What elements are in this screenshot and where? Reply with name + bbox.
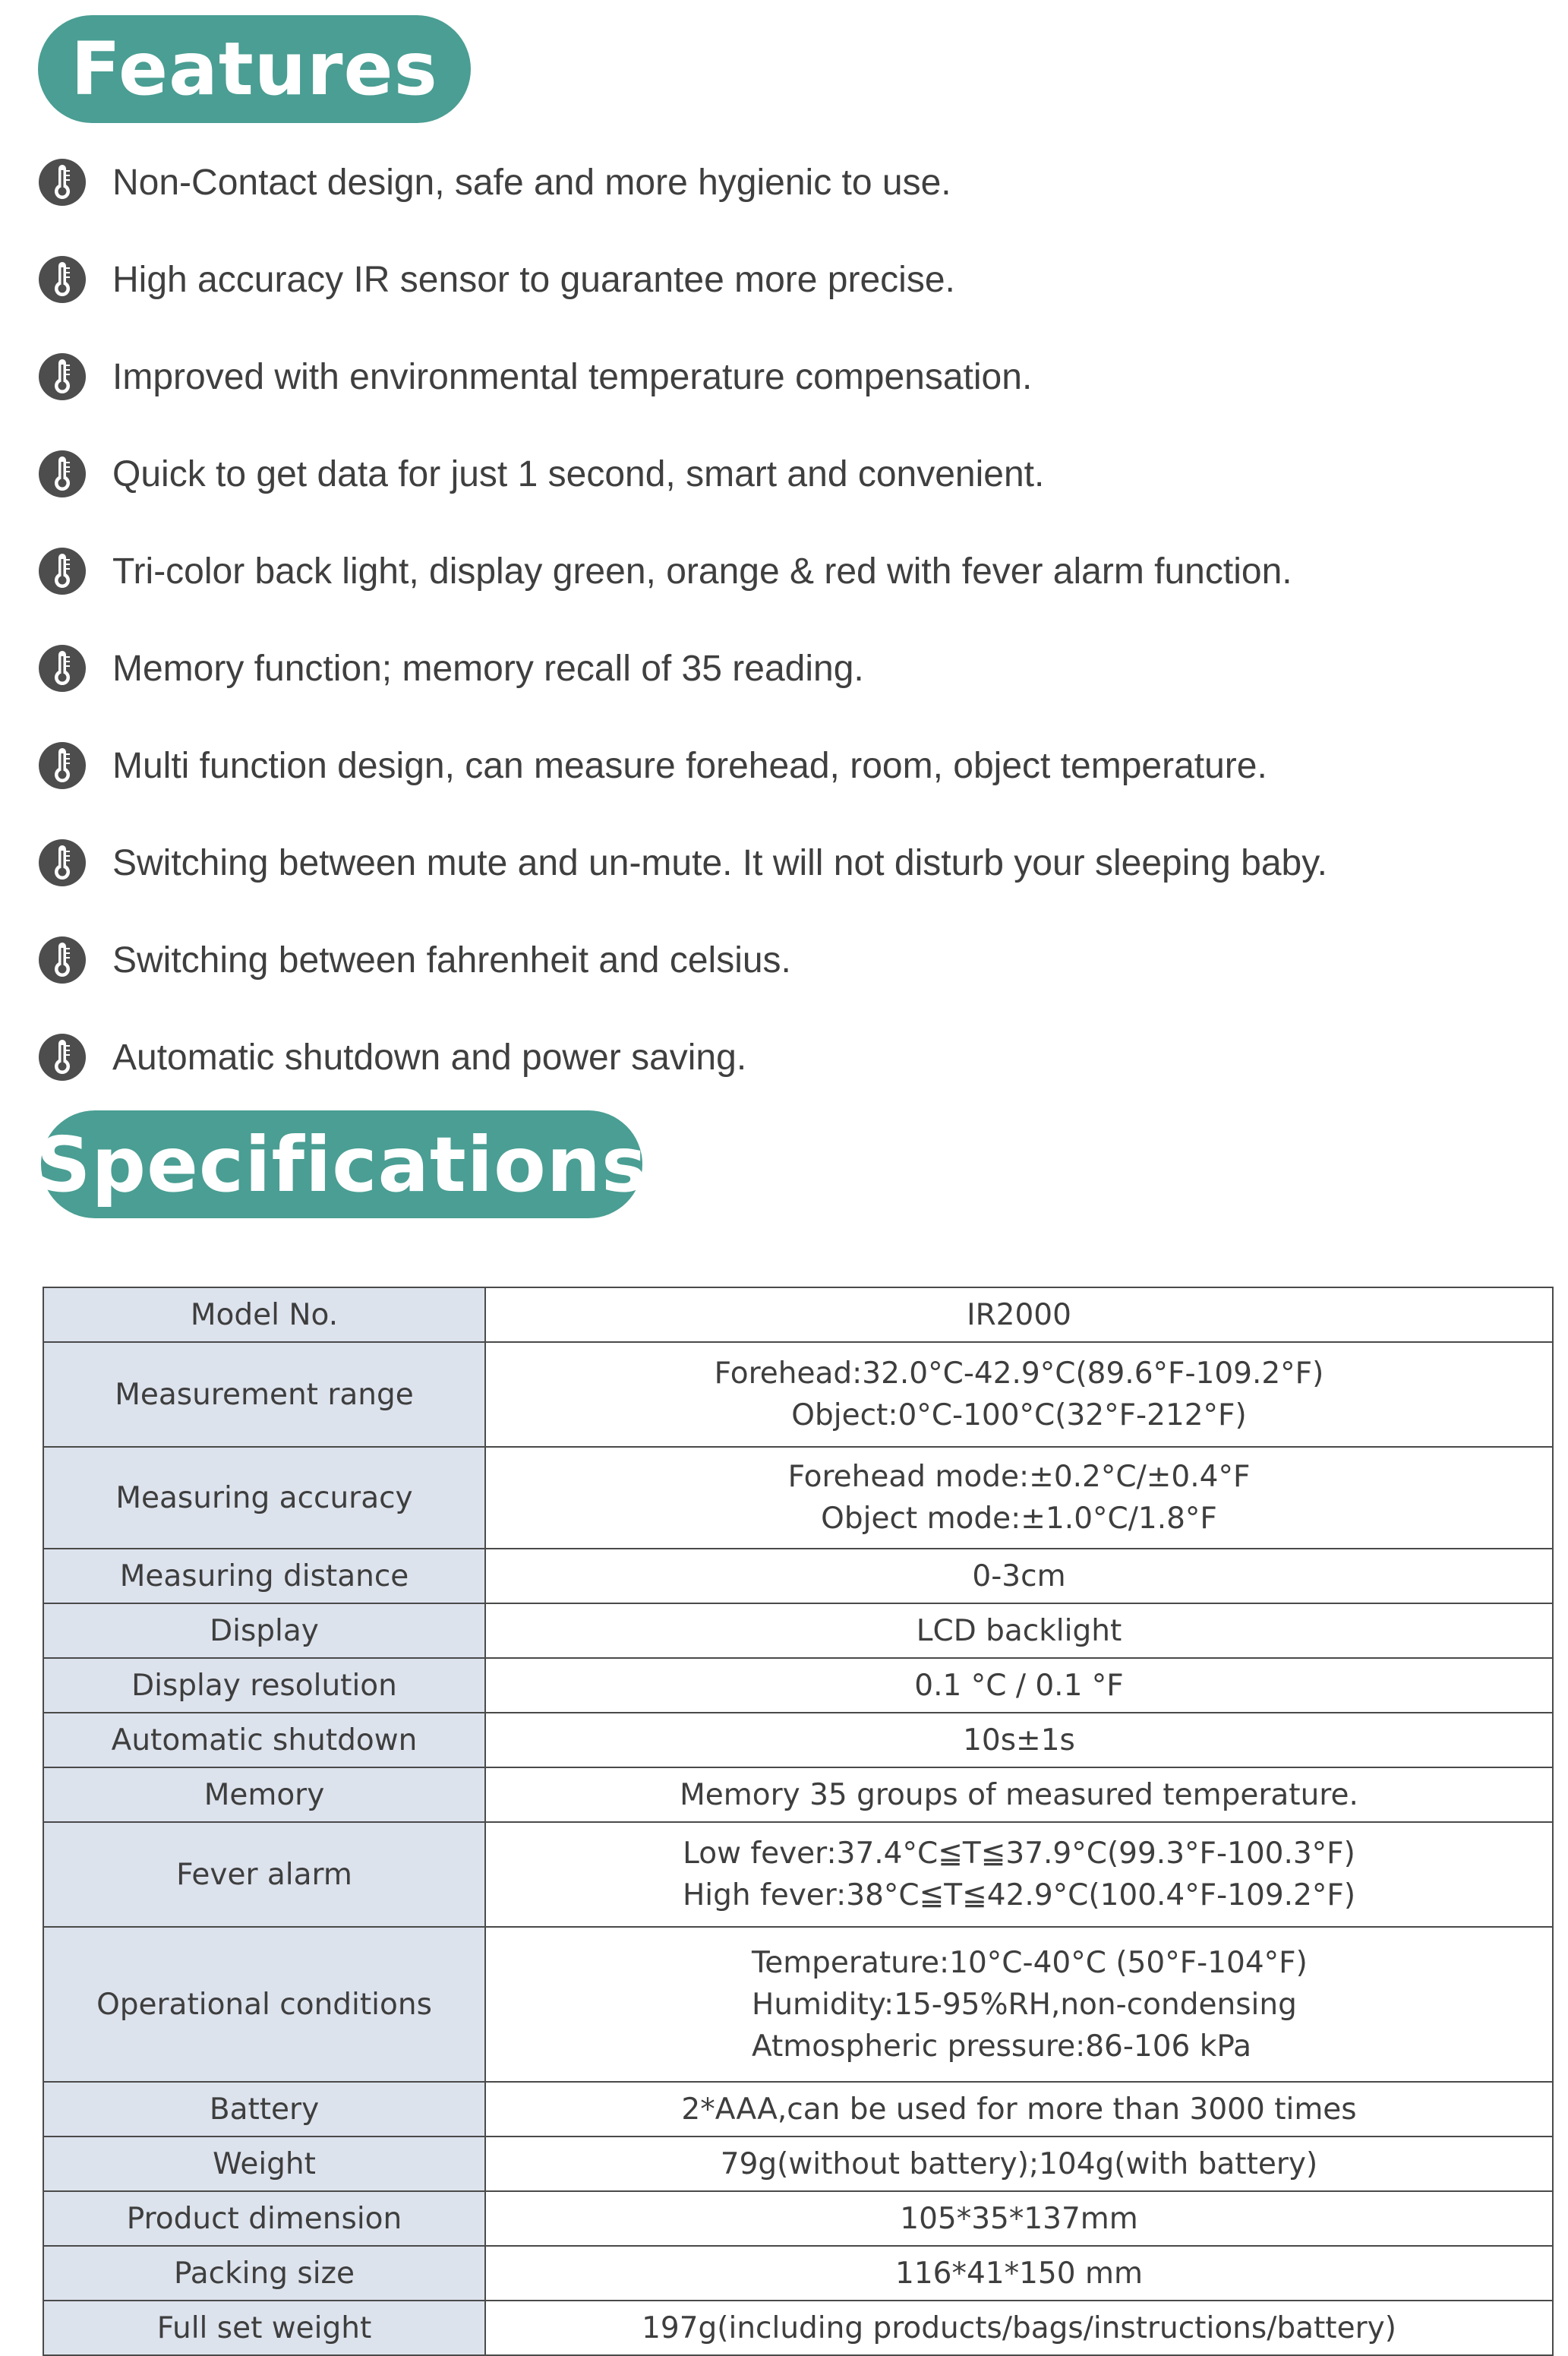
spec-label: Operational conditions xyxy=(43,1927,485,2082)
thermometer-icon xyxy=(38,644,87,693)
spec-value: 79g(without battery);104g(with battery) xyxy=(485,2137,1553,2191)
spec-label: Automatic shutdown xyxy=(43,1713,485,1767)
spec-label: Memory xyxy=(43,1767,485,1822)
feature-item xyxy=(38,717,1541,814)
spec-label: Battery xyxy=(43,2082,485,2137)
spec-value: LCD backlight xyxy=(485,1603,1553,1658)
table-row xyxy=(43,2301,1553,2355)
table-row xyxy=(43,2082,1553,2137)
table-row xyxy=(43,1927,1553,2082)
feature-text: Switching between mute and un-mute. It will not disturb your sleeping baby. xyxy=(112,842,1327,883)
feature-item xyxy=(38,620,1541,717)
table-row xyxy=(43,1767,1553,1822)
spec-value: 0.1 °C / 0.1 °F xyxy=(485,1658,1553,1713)
feature-text: Multi function design, can measure forehead, room, object temperature. xyxy=(112,745,1267,786)
spec-label: Full set weight xyxy=(43,2301,485,2355)
feature-text: Improved with environmental temperature compensation. xyxy=(112,356,1033,397)
spec-value: 2*AAA,can be used for more than 3000 times xyxy=(485,2082,1553,2137)
thermometer-icon xyxy=(38,838,87,887)
feature-item xyxy=(38,523,1541,620)
feature-text: Tri-color back light, display green, orange & red with fever alarm function. xyxy=(112,551,1292,592)
spec-value: 0-3cm xyxy=(485,1549,1553,1603)
feature-text: Automatic shutdown and power saving. xyxy=(112,1037,747,1078)
specifications-table xyxy=(43,1287,1554,2356)
feature-item xyxy=(38,134,1541,231)
table-row xyxy=(43,1603,1553,1658)
thermometer-icon xyxy=(38,450,87,498)
feature-item xyxy=(38,1009,1541,1106)
table-row xyxy=(43,1342,1553,1447)
feature-item xyxy=(38,814,1541,911)
table-row xyxy=(43,1287,1553,1342)
spec-label: Packing size xyxy=(43,2246,485,2301)
thermometer-icon xyxy=(38,741,87,790)
table-row xyxy=(43,1658,1553,1713)
table-row xyxy=(43,1447,1553,1549)
specifications-heading: Specifications xyxy=(41,1110,642,1218)
feature-text: Memory function; memory recall of 35 reading. xyxy=(112,648,864,689)
features-heading: Features xyxy=(38,15,471,123)
feature-text: Switching between fahrenheit and celsius. xyxy=(112,940,791,981)
feature-text: Quick to get data for just 1 second, smart and convenient. xyxy=(112,453,1045,494)
spec-value: Memory 35 groups of measured temperature. xyxy=(485,1767,1553,1822)
table-row xyxy=(43,2191,1553,2246)
spec-label: Measuring accuracy xyxy=(43,1447,485,1549)
spec-label: Weight xyxy=(43,2137,485,2191)
table-row xyxy=(43,1822,1553,1927)
spec-label: Product dimension xyxy=(43,2191,485,2246)
spec-label: Measurement range xyxy=(43,1342,485,1447)
thermometer-icon xyxy=(38,158,87,207)
spec-label: Model No. xyxy=(43,1287,485,1342)
spec-value: Temperature:10°C-40°C (50°F-104°F) Humidity:15-95%RH,non-condensing Atmospheric pressure:86-106 kPa xyxy=(485,1927,1553,2082)
table-row xyxy=(43,2137,1553,2191)
thermometer-icon xyxy=(38,1033,87,1082)
spec-value: 116*41*150 mm xyxy=(485,2246,1553,2301)
table-row xyxy=(43,1549,1553,1603)
table-row xyxy=(43,2246,1553,2301)
spec-value: 197g(including products/bags/instructions/battery) xyxy=(485,2301,1553,2355)
spec-value: Forehead mode:±0.2°C/±0.4°F Object mode:±1.0°C/1.8°F xyxy=(485,1447,1553,1549)
feature-text: High accuracy IR sensor to guarantee more precise. xyxy=(112,259,955,300)
spec-label: Display xyxy=(43,1603,485,1658)
spec-label: Measuring distance xyxy=(43,1549,485,1603)
thermometer-icon xyxy=(38,547,87,595)
spec-value: Forehead:32.0°C-42.9°C(89.6°F-109.2°F) Object:0°C-100°C(32°F-212°F) xyxy=(485,1342,1553,1447)
thermometer-icon xyxy=(38,255,87,304)
feature-item xyxy=(38,231,1541,328)
table-row xyxy=(43,1713,1553,1767)
spec-value: 10s±1s xyxy=(485,1713,1553,1767)
spec-value: 105*35*137mm xyxy=(485,2191,1553,2246)
feature-item xyxy=(38,911,1541,1009)
feature-item xyxy=(38,425,1541,523)
feature-item xyxy=(38,328,1541,425)
spec-label: Fever alarm xyxy=(43,1822,485,1927)
spec-value: Low fever:37.4°C≦T≦37.9°C(99.3°F-100.3°F) High fever:38°C≦T≦42.9°C(100.4°F-109.2°F) xyxy=(485,1822,1553,1927)
thermometer-icon xyxy=(38,352,87,401)
spec-label: Display resolution xyxy=(43,1658,485,1713)
features-list xyxy=(38,134,1541,1106)
thermometer-icon xyxy=(38,936,87,984)
feature-text: Non-Contact design, safe and more hygienic to use. xyxy=(112,162,951,203)
spec-value: IR2000 xyxy=(485,1287,1553,1342)
